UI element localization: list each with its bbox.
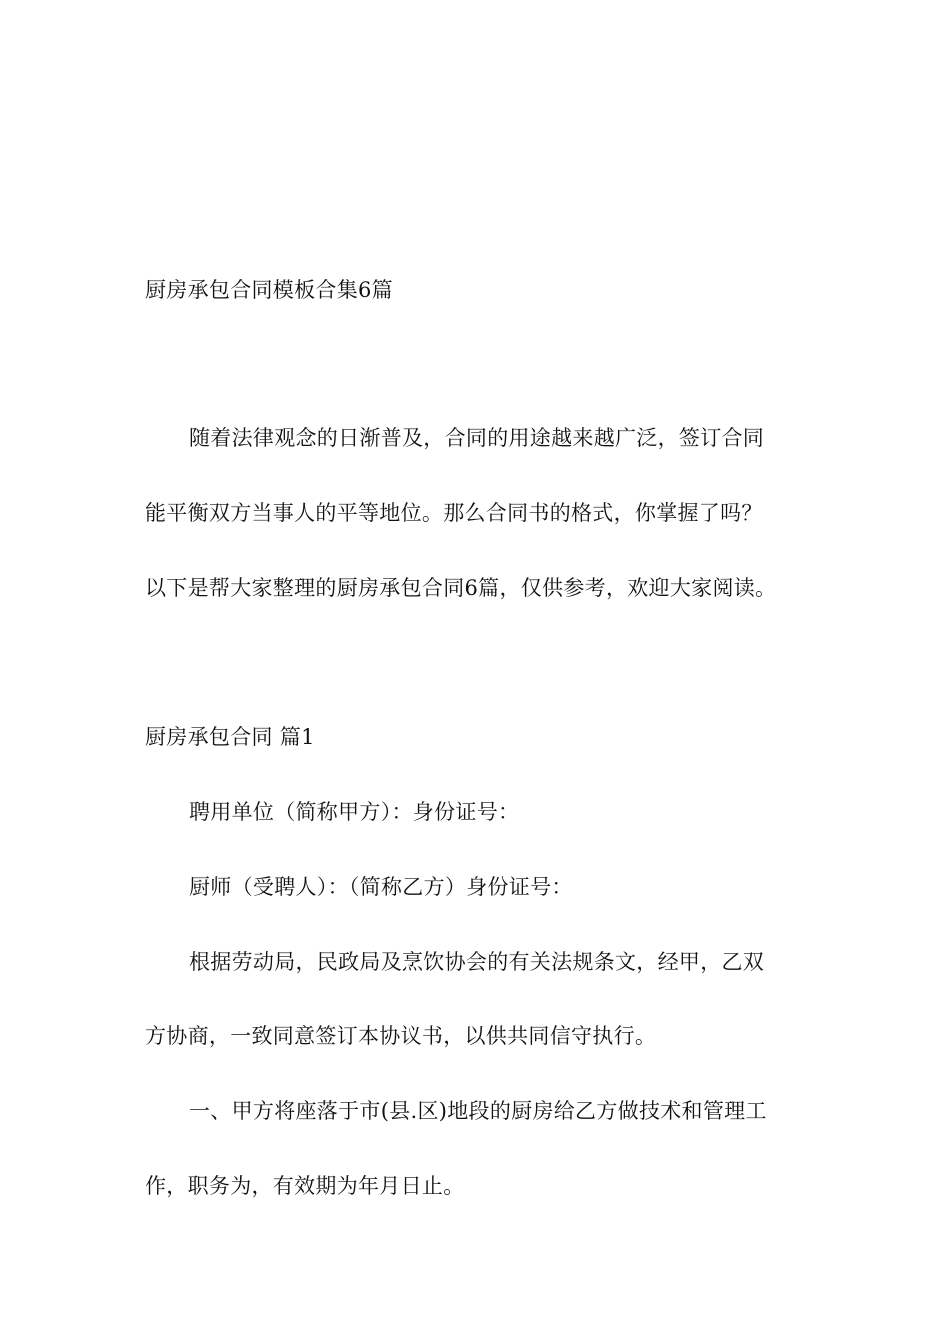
intro-line-1: 随着法律观念的日渐普及，合同的用途越来越广泛，签订合同 bbox=[189, 426, 765, 450]
body-line-3: 根据劳动局，民政局及烹饮协会的有关法规条文，经甲，乙双 bbox=[189, 950, 765, 974]
body-line-1: 聘用单位（简称甲方）：身份证号： bbox=[189, 800, 520, 824]
section-heading: 厨房承包合同 篇1 bbox=[145, 725, 315, 749]
intro-line-2: 能平衡双方当事人的平等地位。那么合同书的格式，你掌握了吗？ bbox=[145, 501, 763, 525]
document-title: 厨房承包合同模板合集6篇 bbox=[145, 278, 393, 302]
body-line-2: 厨师（受聘人）：（简称乙方）身份证号： bbox=[189, 875, 573, 899]
intro-line-3: 以下是帮大家整理的厨房承包合同6篇，仅供参考，欢迎大家阅读。 bbox=[145, 576, 777, 600]
body-line-5: 一、甲方将座落于市(县.区)地段的厨房给乙方做技术和管理工 bbox=[189, 1099, 767, 1123]
body-line-6: 作，职务为，有效期为年月日止。 bbox=[145, 1174, 465, 1198]
body-line-4: 方协商，一致同意签订本协议书，以供共同信守执行。 bbox=[145, 1024, 657, 1048]
